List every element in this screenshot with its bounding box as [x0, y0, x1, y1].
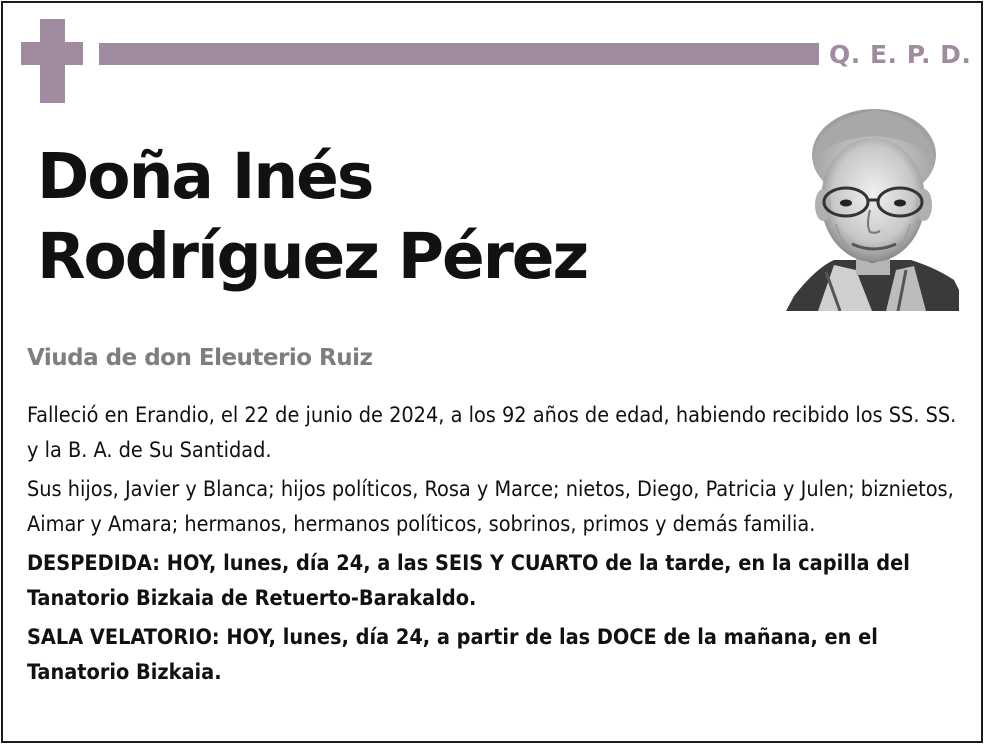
name-line-2: Rodríguez Pérez [37, 220, 588, 293]
notice-body [27, 398, 962, 694]
subtitle-widow-of: Viuda de don Eleuterio Ruiz [27, 345, 373, 371]
portrait-photo [786, 100, 959, 311]
obituary-notice [1, 1, 983, 743]
portrait-image [786, 100, 959, 311]
death-notice-paragraph: Falleció en Erandio, el 22 de junio de 2024, a los 92 años de edad, habiendo recibido los SS. SS. y la B. A. de Su Santidad. [27, 403, 957, 463]
name-line-1: Doña Inés [37, 140, 373, 213]
deceased-name [37, 137, 587, 297]
wake-paragraph: SALA VELATORIO: HOY, lunes, día 24, a partir de las DOCE de la mañana, en el Tanatorio Bizkaia. [27, 625, 878, 685]
farewell-paragraph: DESPEDIDA: HOY, lunes, día 24, a las SEIS Y CUARTO de la tarde, en la capilla del Tanatorio Bizkaia de Retuerto-Barakaldo. [27, 551, 910, 611]
header-rule [99, 43, 819, 65]
cross-icon-horizontal-bar [21, 42, 83, 65]
family-paragraph: Sus hijos, Javier y Blanca; hijos políticos, Rosa y Marce; nietos, Diego, Patricia y Julen; biznietos, Aimar y Amara; hermanos, hermanos políticos, sobrinos, primos y demás familia. [27, 477, 954, 537]
qepd-label: Q. E. P. D. [829, 40, 972, 69]
